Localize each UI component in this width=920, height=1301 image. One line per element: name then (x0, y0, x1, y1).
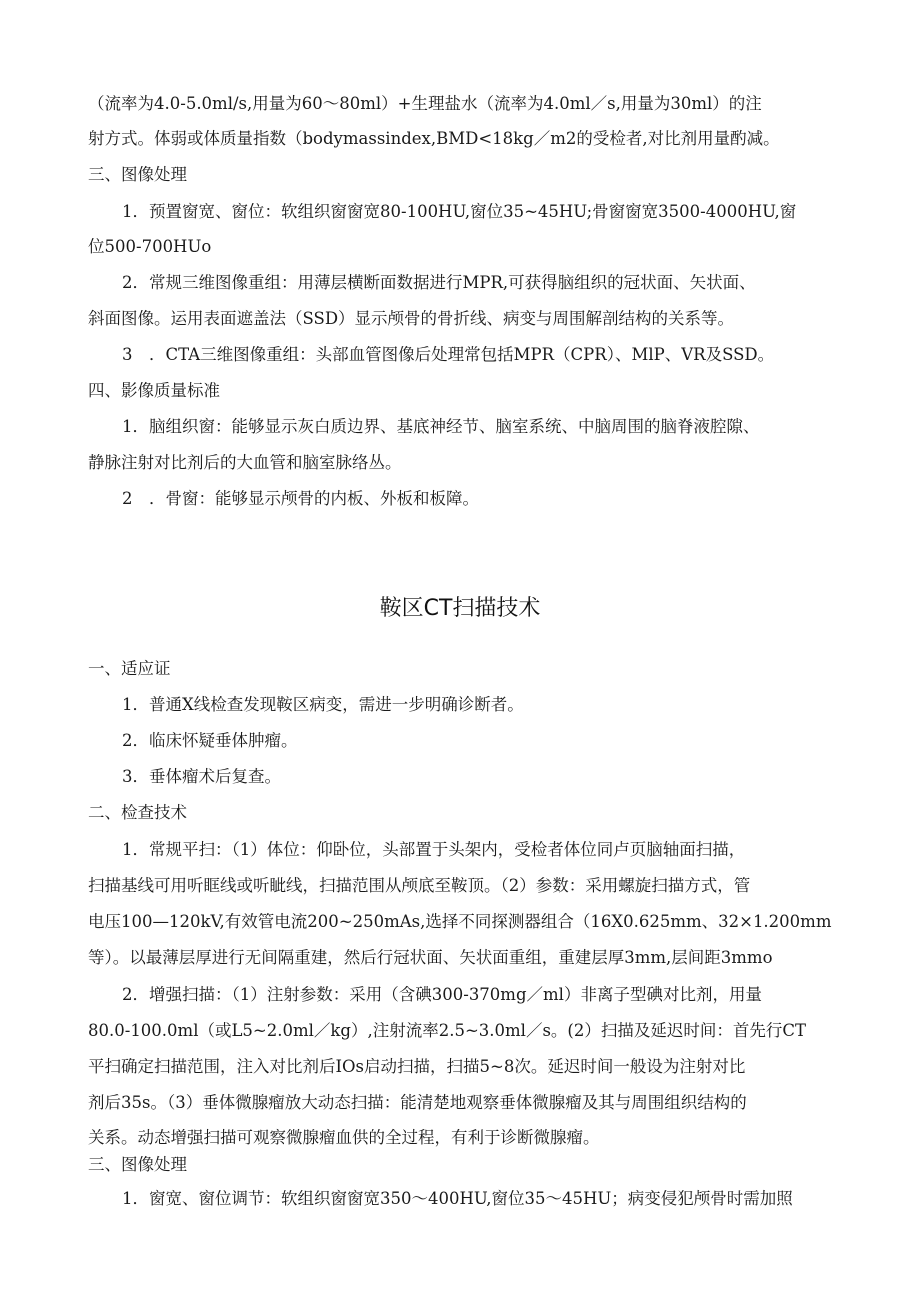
list-item-continuation: 斜面图像。运用表面遮盖法（SSD）显示颅骨的骨折线、病变与周围解剖结构的关系等。 (88, 309, 735, 328)
list-item: 1．普通X线检查发现鞍区病变，需进一步明确诊断者。 (122, 695, 524, 714)
section-heading: 一、适应证 (88, 659, 171, 678)
section-heading: 三、图像处理 (88, 1155, 187, 1174)
section-heading: 四、影像质量标准 (88, 381, 220, 400)
list-item-continuation: 扫描基线可用听眶线或听眦线，扫描范围从颅底至鞍顶。（2）参数：采用螺旋扫描方式，管 (88, 876, 751, 895)
list-item: 3．垂体瘤术后复查。 (122, 767, 281, 786)
list-item: 2 ．骨窗：能够显示颅骨的内板、外板和板障。 (122, 489, 479, 508)
list-item: 1．窗宽、窗位调节：软组织窗窗宽350～400HU,窗位35～45HU；病变侵犯颅骨时需加照 (122, 1189, 793, 1208)
document-title: 鞍区CT扫描技术 (379, 596, 541, 621)
list-item-continuation: 剂后35s。（3）垂体微腺瘤放大动态扫描：能清楚地观察垂体微腺瘤及其与周围组织结构的 (88, 1093, 747, 1112)
list-item-continuation: 关系。动态增强扫描可观察微腺瘤血供的全过程，有利于诊断微腺瘤。 (88, 1128, 600, 1147)
list-item-continuation: 80.0-100.0ml（或L5~2.0ml／kg）,注射流率2.5~3.0ml／s。(2）扫描及延迟时间：首先行CT (88, 1021, 806, 1040)
paragraph-line: （流率为4.0-5.0ml/s,用量为60～80ml）+生理盐水（流率为4.0ml／s,用量为30ml）的注 (88, 94, 762, 113)
list-item-continuation: 等）。以最薄层厚进行无间隔重建，然后行冠状面、矢状面重组，重建层厚3mm,层间距3mmo (88, 948, 773, 967)
list-item: 1．常规平扫：（1）体位：仰卧位，头部置于头架内，受检者体位同卢页脑轴面扫描， (122, 840, 746, 859)
list-item-continuation: 静脉注射对比剂后的大血管和脑室脉络丛。 (88, 453, 402, 472)
section-heading: 二、检查技术 (88, 803, 187, 822)
list-item-continuation: 电压100—120kV,有效管电流200~250mAs,选择不同探测器组合（16X0.625mm、32×1.200mm (88, 912, 832, 931)
list-item: 3 ．CTA三维图像重组：头部血管图像后处理常包括MPR（CPR）、MlP、VR及SSD。 (122, 345, 775, 364)
list-item: 1．预置窗宽、窗位：软组织窗窗宽80-100HU,窗位35~45HU;骨窗窗宽3500-4000HU,窗 (122, 202, 797, 221)
list-item-continuation: 平扫确定扫描范围，注入对比剂后IOs启动扫描，扫描5~8次。延迟时间一般设为注射对比 (88, 1057, 746, 1076)
section-heading: 三、图像处理 (88, 165, 187, 184)
list-item-continuation: 位500-700HUo (88, 237, 212, 256)
list-item: 2．增强扫描：（1）注射参数：采用（含碘300-370mg／ml）非离子型碘对比剂，用量 (122, 985, 762, 1004)
paragraph-line: 射方式。体弱或体质量指数（bodymassindex,BMD<18kg／m2的受检者,对比剂用量酌减。 (88, 129, 780, 148)
list-item: 2．常规三维图像重组：用薄层横断面数据进行MPR,可获得脑组织的冠状面、矢状面、 (122, 273, 756, 292)
list-item: 2．临床怀疑垂体肿瘤。 (122, 731, 298, 750)
list-item: 1．脑组织窗：能够显示灰白质边界、基底神经节、脑室系统、中脑周围的脑脊液腔隙、 (122, 417, 760, 436)
